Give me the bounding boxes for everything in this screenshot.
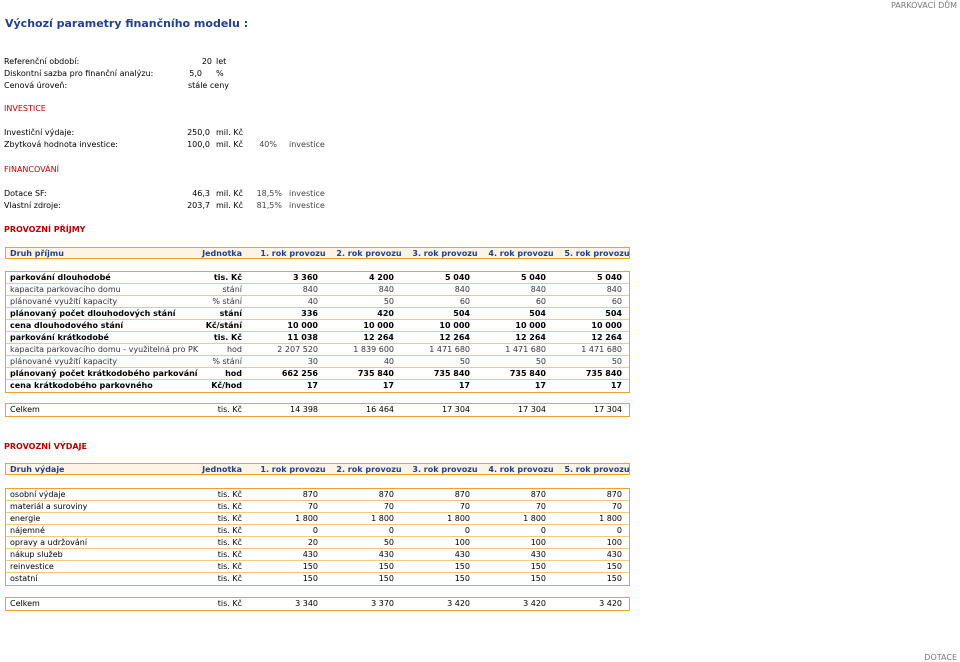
header-unit: Jednotka (202, 249, 242, 258)
table-row (6, 272, 629, 284)
row-label: plánovaný počet dlouhodových stání (10, 309, 176, 318)
row-unit: mil. Kč (216, 140, 243, 149)
param-label: Referenční období: (4, 57, 80, 66)
vydaje-total-row (5, 597, 630, 611)
row-value: 100,0 (187, 140, 210, 149)
year-4-value: 3 420 (523, 599, 546, 608)
row-label: opravy a udržování (10, 538, 88, 547)
table-row (6, 525, 629, 537)
year-2-value: 0 (388, 526, 394, 535)
section-provozni-vydaje: PROVOZNÍ VÝDAJE (4, 442, 87, 451)
page-title: Výchozí parametry finančního modelu : (5, 17, 249, 30)
row-unit: tis. Kč (217, 405, 242, 414)
row-unit: hod (225, 369, 242, 378)
year-2-value: 420 (377, 309, 394, 318)
row-unit: tis. Kč (217, 550, 242, 559)
header-year-5: 5. rok provozu (564, 249, 630, 258)
row-unit: mil. Kč (216, 128, 243, 137)
row-label: Vlastní zdroje: (4, 201, 61, 210)
row-note: investice (289, 201, 325, 210)
year-4-value: 150 (530, 574, 546, 583)
table-row (6, 501, 629, 513)
row-unit: tis. Kč (217, 574, 242, 583)
row-label: ostatní (10, 574, 38, 583)
row-note: investice (289, 140, 325, 149)
row-label: reinvestice (10, 562, 54, 571)
year-5-value: 70 (611, 502, 622, 511)
year-1-value: 30 (307, 357, 318, 366)
year-5-value: 0 (616, 526, 622, 535)
header-type: Druh výdaje (10, 465, 65, 474)
year-2-value: 150 (378, 574, 394, 583)
table-row (6, 308, 629, 320)
year-2-value: 430 (378, 550, 394, 559)
row-label: parkování krátkodobé (10, 333, 109, 342)
row-note: investice (289, 189, 325, 198)
year-3-value: 17 (458, 381, 470, 390)
year-3-value: 12 264 (439, 333, 470, 342)
year-5-value: 17 (610, 381, 622, 390)
year-1-value: 17 (306, 381, 318, 390)
row-unit: tis. Kč (217, 538, 242, 547)
row-label: energie (10, 514, 41, 523)
year-2-value: 10 000 (363, 321, 394, 330)
prijmy-table-body (5, 271, 630, 393)
row-label: kapacita parkovacího domu - využitelná pro PK (10, 345, 199, 354)
param-label: Cenová úroveň: (4, 81, 68, 90)
year-4-value: 17 304 (518, 405, 546, 414)
row-label: Celkem (10, 405, 40, 414)
row-value: 250,0 (187, 128, 210, 137)
row-unit: % stání (212, 357, 242, 366)
year-3-value: 17 304 (442, 405, 470, 414)
row-unit: tis. Kč (213, 333, 242, 342)
year-3-value: 870 (454, 490, 470, 499)
row-label: plánované využití kapacity (10, 297, 118, 306)
row-unit: tis. Kč (217, 562, 242, 571)
year-3-value: 150 (454, 574, 470, 583)
year-4-value: 50 (535, 357, 546, 366)
year-5-value: 430 (606, 550, 622, 559)
year-4-value: 12 264 (515, 333, 546, 342)
year-1-value: 150 (302, 574, 318, 583)
year-3-value: 50 (459, 357, 470, 366)
year-1-value: 40 (307, 297, 318, 306)
year-1-value: 0 (312, 526, 318, 535)
year-2-value: 870 (378, 490, 394, 499)
document-tag-footer: DOTACE (924, 653, 957, 662)
year-4-value: 5 040 (520, 273, 546, 282)
year-4-value: 150 (530, 562, 546, 571)
header-year-3: 3. rok provozu (412, 465, 478, 474)
row-percent: 18,5% (256, 189, 282, 198)
year-3-value: 0 (464, 526, 470, 535)
vydaje-table-body (5, 488, 630, 586)
year-2-value: 40 (383, 357, 394, 366)
year-4-value: 504 (529, 309, 546, 318)
year-3-value: 1 800 (447, 514, 470, 523)
row-label: nájemné (10, 526, 45, 535)
table-row (6, 368, 629, 380)
year-4-value: 870 (530, 490, 546, 499)
table-row (6, 573, 629, 585)
row-label: Investiční výdaje: (4, 128, 75, 137)
year-4-value: 70 (535, 502, 546, 511)
table-row (6, 537, 629, 549)
year-1-value: 1 800 (295, 514, 318, 523)
row-unit: tis. Kč (217, 599, 242, 608)
year-1-value: 14 398 (290, 405, 318, 414)
year-3-value: 100 (454, 538, 470, 547)
param-value: stále ceny (188, 81, 230, 90)
year-1-value: 870 (302, 490, 318, 499)
year-5-value: 3 420 (599, 599, 622, 608)
year-4-value: 1 800 (523, 514, 546, 523)
year-3-value: 735 840 (433, 369, 470, 378)
table-row (6, 380, 629, 392)
row-label: cena dlouhodového stání (10, 321, 124, 330)
header-year-1: 1. rok provozu (260, 249, 326, 258)
row-unit: Kč/hod (211, 381, 242, 390)
year-2-value: 735 840 (357, 369, 394, 378)
param-value: 20 (201, 57, 212, 66)
row-label: plánované využití kapacity (10, 357, 118, 366)
year-2-value: 70 (383, 502, 394, 511)
table-row (6, 404, 629, 416)
row-label: cena krátkodobého parkovného (10, 381, 153, 390)
year-2-value: 50 (383, 297, 394, 306)
row-value: 46,3 (192, 189, 210, 198)
row-label: Celkem (10, 599, 40, 608)
year-2-value: 16 464 (366, 405, 394, 414)
year-4-value: 100 (530, 538, 546, 547)
header-year-3: 3. rok provozu (412, 249, 478, 258)
year-1-value: 150 (302, 562, 318, 571)
row-label: Dotace SF: (4, 189, 47, 198)
row-unit: hod (226, 345, 242, 354)
row-percent: 40% (259, 140, 277, 149)
row-label: kapacita parkovacího domu (10, 285, 121, 294)
year-5-value: 17 304 (594, 405, 622, 414)
year-3-value: 150 (454, 562, 470, 571)
prijmy-total-row (5, 403, 630, 417)
year-2-value: 1 800 (371, 514, 394, 523)
param-unit: % (216, 69, 224, 78)
year-2-value: 50 (383, 538, 394, 547)
row-label: osobní výdaje (10, 490, 66, 499)
year-5-value: 150 (606, 562, 622, 571)
year-4-value: 840 (530, 285, 546, 294)
table-row (6, 284, 629, 296)
year-4-value: 1 471 680 (505, 345, 546, 354)
year-5-value: 5 040 (596, 273, 622, 282)
header-year-1: 1. rok provozu (260, 465, 326, 474)
year-2-value: 1 839 600 (353, 345, 394, 354)
year-1-value: 3 340 (295, 599, 318, 608)
year-3-value: 10 000 (439, 321, 470, 330)
year-5-value: 100 (606, 538, 622, 547)
table-row (6, 549, 629, 561)
year-2-value: 12 264 (363, 333, 394, 342)
year-3-value: 5 040 (444, 273, 470, 282)
document-tag-header: PARKOVACÍ DŮM (890, 1, 957, 10)
year-3-value: 1 471 680 (429, 345, 470, 354)
param-label: Diskontní sazba pro finanční analýzu: (4, 69, 154, 78)
year-2-value: 840 (378, 285, 394, 294)
year-1-value: 840 (302, 285, 318, 294)
year-5-value: 50 (611, 357, 622, 366)
section-provozni-prijmy: PROVOZNÍ PŘÍJMY (4, 225, 86, 234)
section-investice: INVESTICE (4, 104, 46, 113)
year-1-value: 11 038 (287, 333, 318, 342)
year-5-value: 840 (606, 285, 622, 294)
year-5-value: 1 800 (599, 514, 622, 523)
year-1-value: 10 000 (287, 321, 318, 330)
year-3-value: 70 (459, 502, 470, 511)
row-label: parkování dlouhodobé (10, 273, 111, 282)
year-4-value: 0 (540, 526, 546, 535)
table-row (6, 489, 629, 501)
header-year-5: 5. rok provozu (564, 465, 630, 474)
row-unit: tis. Kč (217, 526, 242, 535)
row-label: materiál a suroviny (10, 502, 88, 511)
table-row (6, 320, 629, 332)
year-5-value: 12 264 (591, 333, 622, 342)
header-unit: Jednotka (202, 465, 242, 474)
year-2-value: 17 (382, 381, 394, 390)
year-5-value: 870 (606, 490, 622, 499)
year-1-value: 662 256 (281, 369, 318, 378)
year-3-value: 504 (453, 309, 470, 318)
row-unit: mil. Kč (216, 201, 243, 210)
row-unit: % stání (212, 297, 242, 306)
year-5-value: 735 840 (585, 369, 622, 378)
vydaje-table-header (5, 463, 630, 475)
section-financovani: FINANCOVÁNÍ (4, 165, 59, 174)
prijmy-table-header (5, 247, 630, 259)
param-value: 5,0 (189, 69, 202, 78)
year-4-value: 735 840 (509, 369, 546, 378)
row-unit: mil. Kč (216, 189, 243, 198)
year-3-value: 60 (459, 297, 470, 306)
year-3-value: 840 (454, 285, 470, 294)
year-5-value: 10 000 (591, 321, 622, 330)
row-value: 203,7 (187, 201, 210, 210)
table-row (6, 356, 629, 368)
row-percent: 81,5% (256, 201, 282, 210)
row-label: nákup služeb (10, 550, 63, 559)
header-year-4: 4. rok provozu (488, 249, 554, 258)
year-1-value: 2 207 520 (277, 345, 318, 354)
row-unit: stání (219, 309, 242, 318)
row-unit: tis. Kč (213, 273, 242, 282)
header-year-4: 4. rok provozu (488, 465, 554, 474)
year-2-value: 3 370 (371, 599, 394, 608)
year-1-value: 3 360 (292, 273, 318, 282)
year-5-value: 1 471 680 (581, 345, 622, 354)
table-row (6, 296, 629, 308)
year-4-value: 60 (535, 297, 546, 306)
param-unit: let (216, 57, 227, 66)
row-unit: Kč/stání (205, 321, 242, 330)
row-unit: stání (222, 285, 242, 294)
year-5-value: 504 (605, 309, 622, 318)
year-1-value: 70 (307, 502, 318, 511)
year-1-value: 430 (302, 550, 318, 559)
year-3-value: 3 420 (447, 599, 470, 608)
year-1-value: 20 (307, 538, 318, 547)
year-4-value: 430 (530, 550, 546, 559)
header-year-2: 2. rok provozu (336, 465, 402, 474)
row-unit: tis. Kč (217, 502, 242, 511)
table-row (6, 332, 629, 344)
row-label: plánovaný počet krátkodobého parkování (10, 369, 198, 378)
year-5-value: 60 (611, 297, 622, 306)
row-unit: tis. Kč (217, 490, 242, 499)
row-unit: tis. Kč (217, 514, 242, 523)
table-row (6, 344, 629, 356)
year-2-value: 4 200 (368, 273, 394, 282)
year-3-value: 430 (454, 550, 470, 559)
year-1-value: 336 (301, 309, 318, 318)
header-type: Druh příjmu (10, 249, 64, 258)
table-row (6, 561, 629, 573)
year-4-value: 10 000 (515, 321, 546, 330)
table-row (6, 598, 629, 610)
row-label: Zbytková hodnota investice: (4, 140, 118, 149)
table-row (6, 513, 629, 525)
year-5-value: 150 (606, 574, 622, 583)
header-year-2: 2. rok provozu (336, 249, 402, 258)
year-2-value: 150 (378, 562, 394, 571)
year-4-value: 17 (534, 381, 546, 390)
